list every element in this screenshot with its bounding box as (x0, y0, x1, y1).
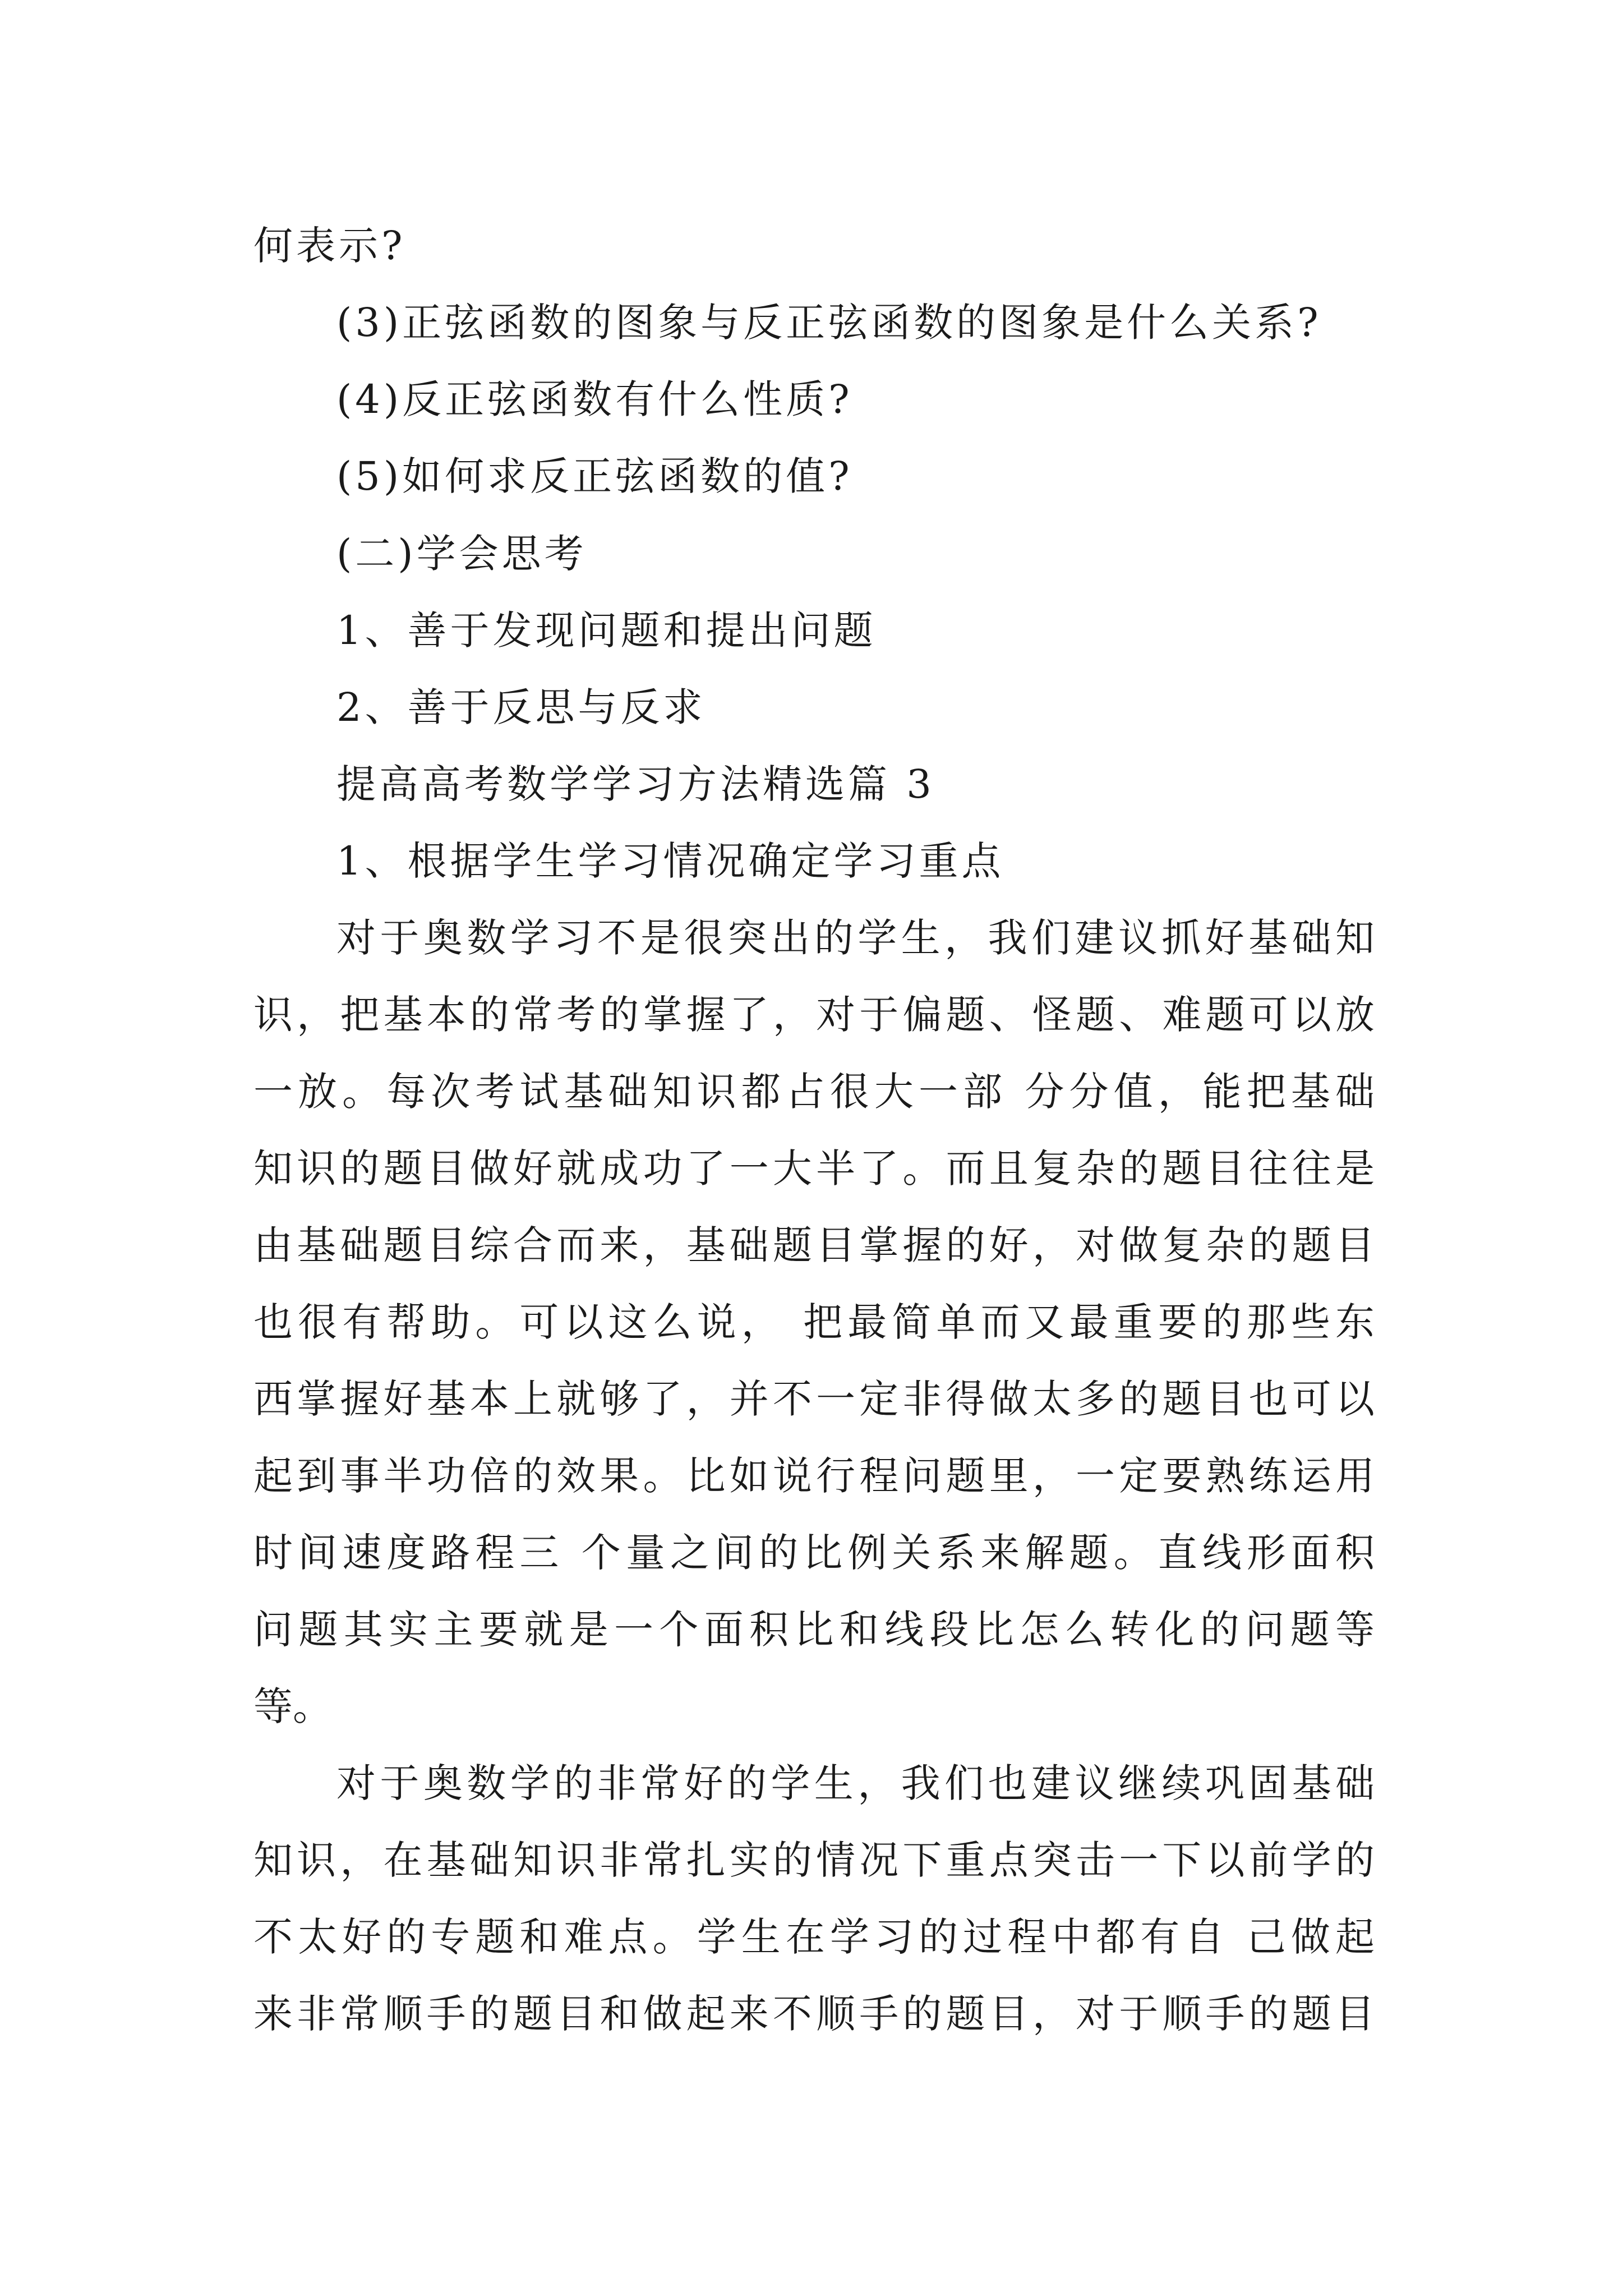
text-line: 何表示? (253, 223, 406, 269)
paragraph-line: 也很有帮助。可以这么说， 把最简单而又最重要的那些东 (253, 1299, 1375, 1345)
article-title: 提高高考数学学习方法精选篇 3 (336, 761, 935, 807)
paragraph-line: 时间速度路程三 个量之间的比例关系来解题。直线形面积 (253, 1530, 1375, 1576)
list-item: (4)反正弦函数有什么性质? (336, 376, 853, 422)
paragraph-line: 来非常顺手的题目和做起来不顺手的题目，对于顺手的题目 (253, 1991, 1375, 2037)
paragraph-line: 西掌握好基本上就够了，并不一定非得做太多的题目也可以 (253, 1376, 1375, 1422)
paragraph-line: 不太好的专题和难点。学生在学习的过程中都有自 己做起 (253, 1914, 1375, 1960)
paragraph-line: 问题其实主要就是一个面积比和线段比怎么转化的问题等 (253, 1607, 1375, 1653)
paragraph-line: 由基础题目综合而来，基础题目掌握的好，对做复杂的题目 (253, 1222, 1375, 1268)
list-item: 2、善于反思与反求 (336, 684, 706, 730)
paragraph-line: 知识，在基础知识非常扎实的情况下重点突击一下以前学的 (253, 1837, 1375, 1883)
paragraph-line: 起到事半功倍的效果。比如说行程问题里，一定要熟练运用 (253, 1453, 1375, 1499)
list-item: (5)如何求反正弦函数的值? (336, 453, 853, 499)
paragraph-line: 对于奥数学习不是很突出的学生，我们建议抓好基础知 (336, 915, 1375, 961)
paragraph-line: 一放。每次考试基础知识都占很大一部 分分值，能把基础 (253, 1069, 1375, 1115)
paragraph-line: 对于奥数学的非常好的学生，我们也建议继续巩固基础 (336, 1760, 1375, 1806)
list-item: 1、善于发现问题和提出问题 (336, 608, 877, 654)
paragraph-line: 等。 (253, 1683, 332, 1729)
list-item: (3)正弦函数的图象与反正弦函数的图象是什么关系? (336, 300, 1322, 346)
paragraph-line: 识，把基本的常考的掌握了，对于偏题、怪题、难题可以放 (253, 992, 1375, 1038)
paragraph-line: 知识的题目做好就成功了一大半了。而且复杂的题目往往是 (253, 1145, 1375, 1191)
section-heading: (二)学会思考 (336, 531, 587, 577)
subheading: 1、根据学生学习情况确定学习重点 (336, 838, 1004, 884)
